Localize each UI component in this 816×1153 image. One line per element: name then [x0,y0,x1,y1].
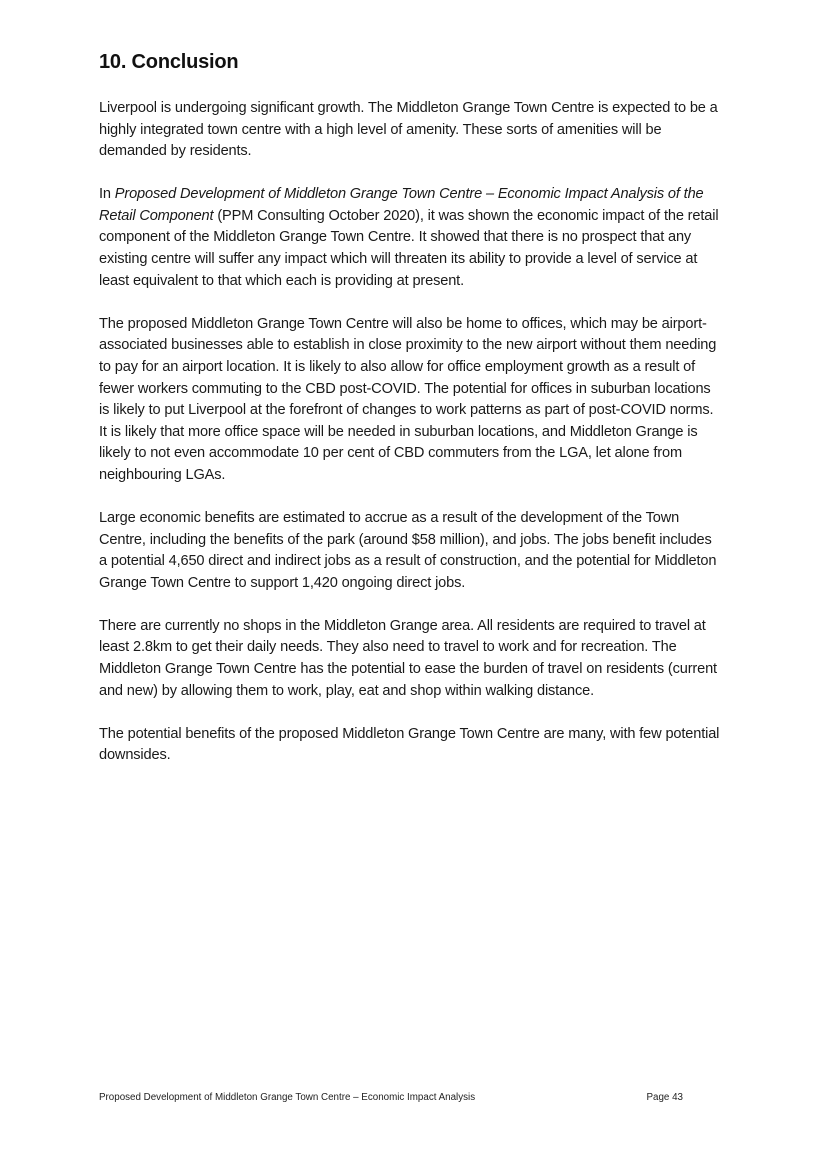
paragraph-summary: The potential benefits of the proposed Middleton Grange Town Centre are many, with few potential downsides. [99,725,720,764]
footer-document-title: Proposed Development of Middleton Grange Town Centre – Economic Impact Analysis [99,1092,476,1103]
section-heading: 10. Conclusion [99,51,239,73]
paragraph-economic-benefits: Large economic benefits are estimated to accrue as a result of the development of the Town Centre, including the benefits of the park (around $58 million), and jobs. The jobs benefit includes a potential 4,650 direct and indirect jobs as a result of construction, and the potential for Middleton Grange Town Centre to support 1,420 ongoing direct jobs. [99,510,717,591]
report-title-citation: Proposed Development of Middleton Grange Town Centre – Economic Impact Analysis of the Retail Component [99,186,704,224]
paragraph-offices: The proposed Middleton Grange Town Centre will also be home to offices, which may be airport-associated businesses able to establish in close proximity to the new airport without them needing to pay for an airport location. It is likely to also allow for office employment growth as a result of fewer workers commuting to the CBD post-COVID. The potential for offices in suburban locations is likely to put Liverpool at the forefront of changes to work patterns as part of post-COVID norms. It is likely that more office space will be needed in suburban locations, and Middleton Grange is likely to not even accommodate 10 per cent of CBD commuters from the LGA, let alone from neighbouring LGAs. [99,315,717,483]
page-content [99,49,721,788]
paragraph-retail-impact [99,184,721,292]
paragraph-retail-impact-prefix: In [99,186,115,203]
footer-page-number: Page 43 [646,1092,683,1103]
paragraph-shops-travel: There are currently no shops in the Middleton Grange area. All residents are required to travel at least 2.8km to get their daily needs. They also need to travel to work and for recreation. The Middleton Grange Town Centre has the potential to ease the burden of travel on residents (current and new) by allowing them to work, play, eat and shop within walking distance. [99,617,717,699]
paragraph-retail-impact-body: (PPM Consulting October 2020), it was shown the economic impact of the retail component of the Middleton Grange Town Centre. It showed that there is no prospect that any existing centre will suffer any impact which will threaten its ability to provide a level of service at least equivalent to that which each is providing at present. [99,207,719,289]
paragraph-growth: Liverpool is undergoing significant growth. The Middleton Grange Town Centre is expected to be a highly integrated town centre with a high level of amenity. These sorts of amenities will be demanded by residents. [99,100,718,160]
